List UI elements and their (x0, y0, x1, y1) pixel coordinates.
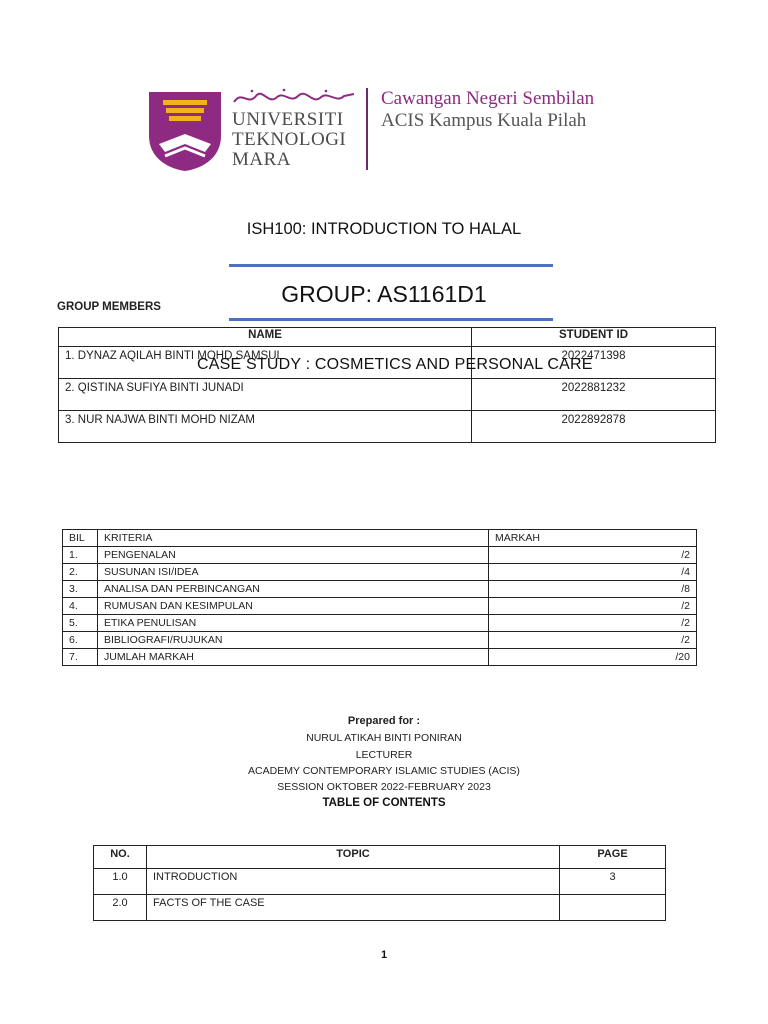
logo-divider (366, 88, 368, 170)
criteria-markah: /2 (489, 615, 697, 632)
member-student-id: 2022881232 (472, 379, 716, 411)
column-header-page: PAGE (560, 846, 666, 869)
criteria-bil: 6. (63, 632, 98, 649)
course-title: ISH100: INTRODUCTION TO HALAL (246, 220, 522, 238)
criteria-markah: /4 (489, 564, 697, 581)
members-table (58, 327, 716, 443)
prepared-for-title: Prepared for : (347, 715, 421, 727)
criteria-bil: 7. (63, 649, 98, 666)
column-header-student-id: STUDENT ID (472, 328, 716, 347)
marking-criteria-table (62, 529, 697, 666)
criteria-kriteria: BIBLIOGRAFI/RUJUKAN (98, 632, 489, 649)
column-header-no: NO. (94, 846, 147, 869)
criteria-kriteria: RUMUSAN DAN KESIMPULAN (98, 598, 489, 615)
criteria-kriteria: ETIKA PENULISAN (98, 615, 489, 632)
member-name: 3. NUR NAJWA BINTI MOHD NIZAM (59, 411, 472, 443)
table-row (63, 547, 697, 564)
university-name (232, 110, 346, 170)
title-rule-top (229, 264, 553, 267)
case-study-title: CASE STUDY : COSMETICS AND PERSONAL CARE (197, 356, 593, 373)
toc-topic: INTRODUCTION (147, 869, 560, 895)
session-text: SESSION OKTOBER 2022-FEBRUARY 2023 (277, 781, 491, 793)
table-row (63, 598, 697, 615)
university-name-line3: MARA (232, 149, 292, 170)
table-row (63, 564, 697, 581)
toc-page: 3 (560, 869, 666, 895)
lecturer-name: NURUL ATIKAH BINTI PONIRAN (306, 732, 462, 744)
criteria-bil: 3. (63, 581, 98, 598)
member-student-id: 2022892878 (472, 411, 716, 443)
university-name-line2: TEKNOLOGI (232, 129, 347, 150)
group-title: GROUP: AS1161D1 (281, 281, 487, 307)
criteria-markah: /2 (489, 547, 697, 564)
toc-page (560, 895, 666, 921)
members-header-row (59, 328, 716, 347)
table-row (63, 649, 697, 666)
column-header-markah: MARKAH (489, 530, 697, 547)
criteria-markah: /8 (489, 581, 697, 598)
criteria-bil: 4. (63, 598, 98, 615)
toc-title: TABLE OF CONTENTS (322, 797, 446, 809)
table-row (63, 615, 697, 632)
column-header-topic: TOPIC (147, 846, 560, 869)
criteria-markah: /2 (489, 598, 697, 615)
criteria-bil: 2. (63, 564, 98, 581)
column-header-kriteria: KRITERIA (98, 530, 489, 547)
table-row (94, 869, 666, 895)
criteria-markah: /2 (489, 632, 697, 649)
university-name-line1: UNIVERSITI (232, 109, 344, 130)
criteria-kriteria: JUMLAH MARKAH (98, 649, 489, 666)
table-row (59, 379, 716, 411)
criteria-kriteria: SUSUNAN ISI/IDEA (98, 564, 489, 581)
academy-name: ACADEMY CONTEMPORARY ISLAMIC STUDIES (ACIS) (248, 765, 520, 777)
jawi-script-logo (232, 86, 357, 108)
toc-no: 1.0 (94, 869, 147, 895)
toc-no: 2.0 (94, 895, 147, 921)
member-name: 1. DYNAZ AQILAH BINTI MOHD SAMSUL (59, 347, 472, 379)
group-members-label: GROUP MEMBERS (57, 301, 161, 313)
table-of-contents (93, 845, 666, 921)
lecturer-role: LECTURER (355, 749, 413, 761)
table-row (63, 632, 697, 649)
table-row (59, 411, 716, 443)
title-rule-bottom (229, 318, 553, 321)
criteria-bil: 5. (63, 615, 98, 632)
table-row (63, 581, 697, 598)
campus-subtitle: ACIS Kampus Kuala Pilah (381, 110, 587, 131)
criteria-kriteria: ANALISA DAN PERBINCANGAN (98, 581, 489, 598)
toc-topic: FACTS OF THE CASE (147, 895, 560, 921)
column-header-bil: BIL (63, 530, 98, 547)
criteria-header-row (63, 530, 697, 547)
criteria-bil: 1. (63, 547, 98, 564)
criteria-kriteria: PENGENALAN (98, 547, 489, 564)
table-row (94, 895, 666, 921)
campus-name: Cawangan Negeri Sembilan (381, 88, 595, 109)
column-header-name: NAME (59, 328, 472, 347)
page-number: 1 (380, 949, 388, 961)
member-student-id: 2022471398 (472, 347, 716, 379)
criteria-markah: /20 (489, 649, 697, 666)
member-name: 2. QISTINA SUFIYA BINTI JUNADI (59, 379, 472, 411)
toc-header-row (94, 846, 666, 869)
uitm-shield-logo (147, 90, 223, 172)
